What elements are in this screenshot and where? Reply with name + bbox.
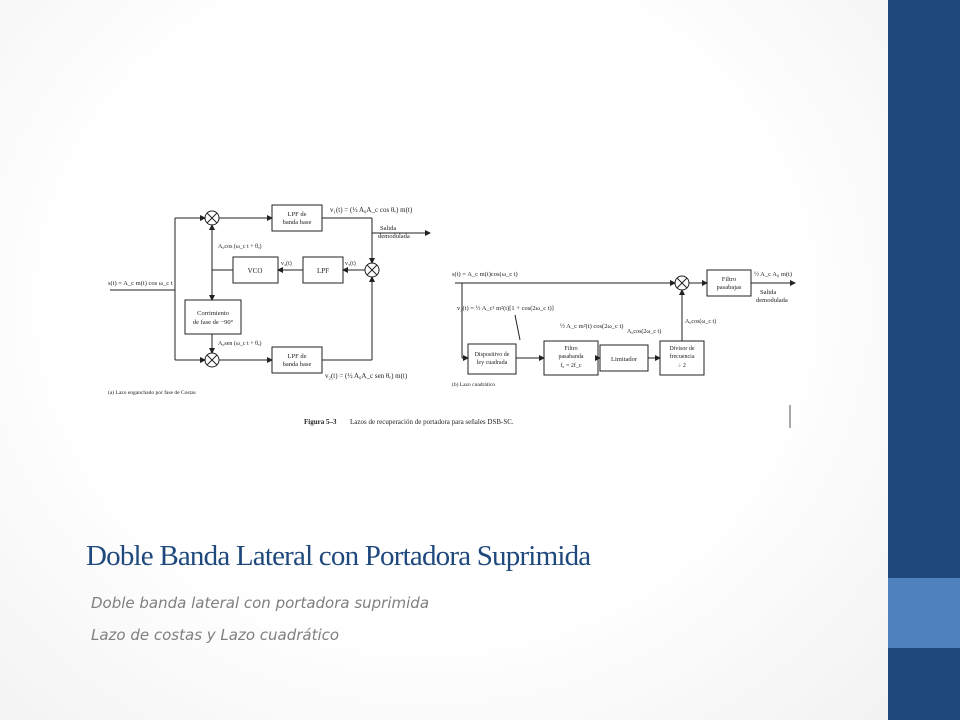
squaring-caption: (b) Lazo cuadrático — [452, 382, 496, 388]
accent-bar-middle — [888, 578, 960, 648]
squaring-div-3: ÷ 2 — [678, 363, 686, 369]
costas-v2-label: v₂(t) = (½ A₀A_c sen θₑ) m(t) — [325, 372, 408, 380]
carrier-recovery-figure — [100, 190, 800, 440]
costas-osc-sen: A₀sen (ω_c t + θₑ) — [218, 341, 262, 347]
squaring-sq-1: Dispositivo de — [474, 352, 510, 358]
costas-input-label: s(t) = A_c m(t) cos ω_c t — [108, 280, 173, 287]
squaring-v2-label: v₂(t) = ½ A_c² m²(t)[1 + cos(2ω_c t)] — [457, 305, 554, 312]
squaring-out-expr: ½ A_c A₀ m(t) — [754, 271, 793, 278]
subtitle-line-1: Doble banda lateral con portadora suprimida — [91, 594, 430, 612]
figure-caption-text: Lazos de recuperación de portadora para señales DSB-SC. — [350, 418, 514, 426]
costas-caption: (a) Lazo enganchado por fase de Costas — [108, 390, 196, 396]
costas-output-2: demodulada — [378, 233, 410, 240]
costas-vco-label: VCO — [247, 267, 263, 275]
squaring-div-2: frecuencia — [669, 354, 695, 360]
squaring-input-label: s(t) = A_c m(t)cos(ω_c t) — [452, 271, 518, 278]
squaring-cos2: A₀cos(2ω_c t) — [627, 329, 662, 335]
costas-v4-label: v₄(t) — [281, 261, 292, 267]
squaring-bpf-2: pasabanda — [558, 354, 584, 360]
squaring-div-1: Divisor de — [669, 346, 695, 352]
squaring-output-1: Salida — [760, 289, 777, 296]
squaring-cos1: A₀cos(ω_c t) — [685, 319, 717, 325]
costas-osc-cos: A₀cos (ω_c t + θₑ) — [218, 244, 262, 250]
costas-v3-label: v₃(t) — [345, 261, 356, 267]
squaring-sq-2: ley cuadrada — [476, 360, 508, 366]
squaring-lpf-1: Filtro — [721, 276, 737, 283]
squaring-output-2: demodulada — [756, 297, 788, 304]
squaring-bpf-input: ½ A_c m²(t) cos(2ω_c t) — [560, 323, 624, 330]
costas-v1-label: v₁(t) = (½ A₀A_c cos θₑ) m(t) — [330, 206, 413, 214]
subtitle-line-2: Lazo de costas y Lazo cuadrático — [91, 626, 340, 644]
costas-lpf-bot-2: banda base — [282, 361, 312, 368]
costas-lpf-bot-1: LPF de — [287, 353, 307, 360]
squaring-bpf-1: Filtro — [564, 346, 578, 352]
squaring-lpf-2: pasabajas — [716, 284, 742, 291]
slide-title: Doble Banda Lateral con Portadora Suprimida — [86, 540, 591, 572]
costas-shift-2: de fase de −90° — [192, 319, 234, 326]
costas-lpf-mid-label: LPF — [316, 267, 330, 275]
figure-text — [108, 206, 792, 426]
costas-lpf-top-2: banda base — [282, 219, 312, 226]
costas-output-1: Salida — [380, 225, 397, 232]
costas-lpf-top-1: LPF de — [287, 211, 307, 218]
accent-bar-top — [888, 0, 960, 578]
squaring-bpf-3: f₀ = 2f_c — [560, 363, 582, 369]
squaring-limiter: Limitador — [611, 356, 637, 363]
figure-caption-label: Figura 5–3 — [304, 418, 337, 426]
costas-shift-1: Corrimiento — [197, 310, 229, 317]
accent-bar-bottom — [888, 648, 960, 720]
